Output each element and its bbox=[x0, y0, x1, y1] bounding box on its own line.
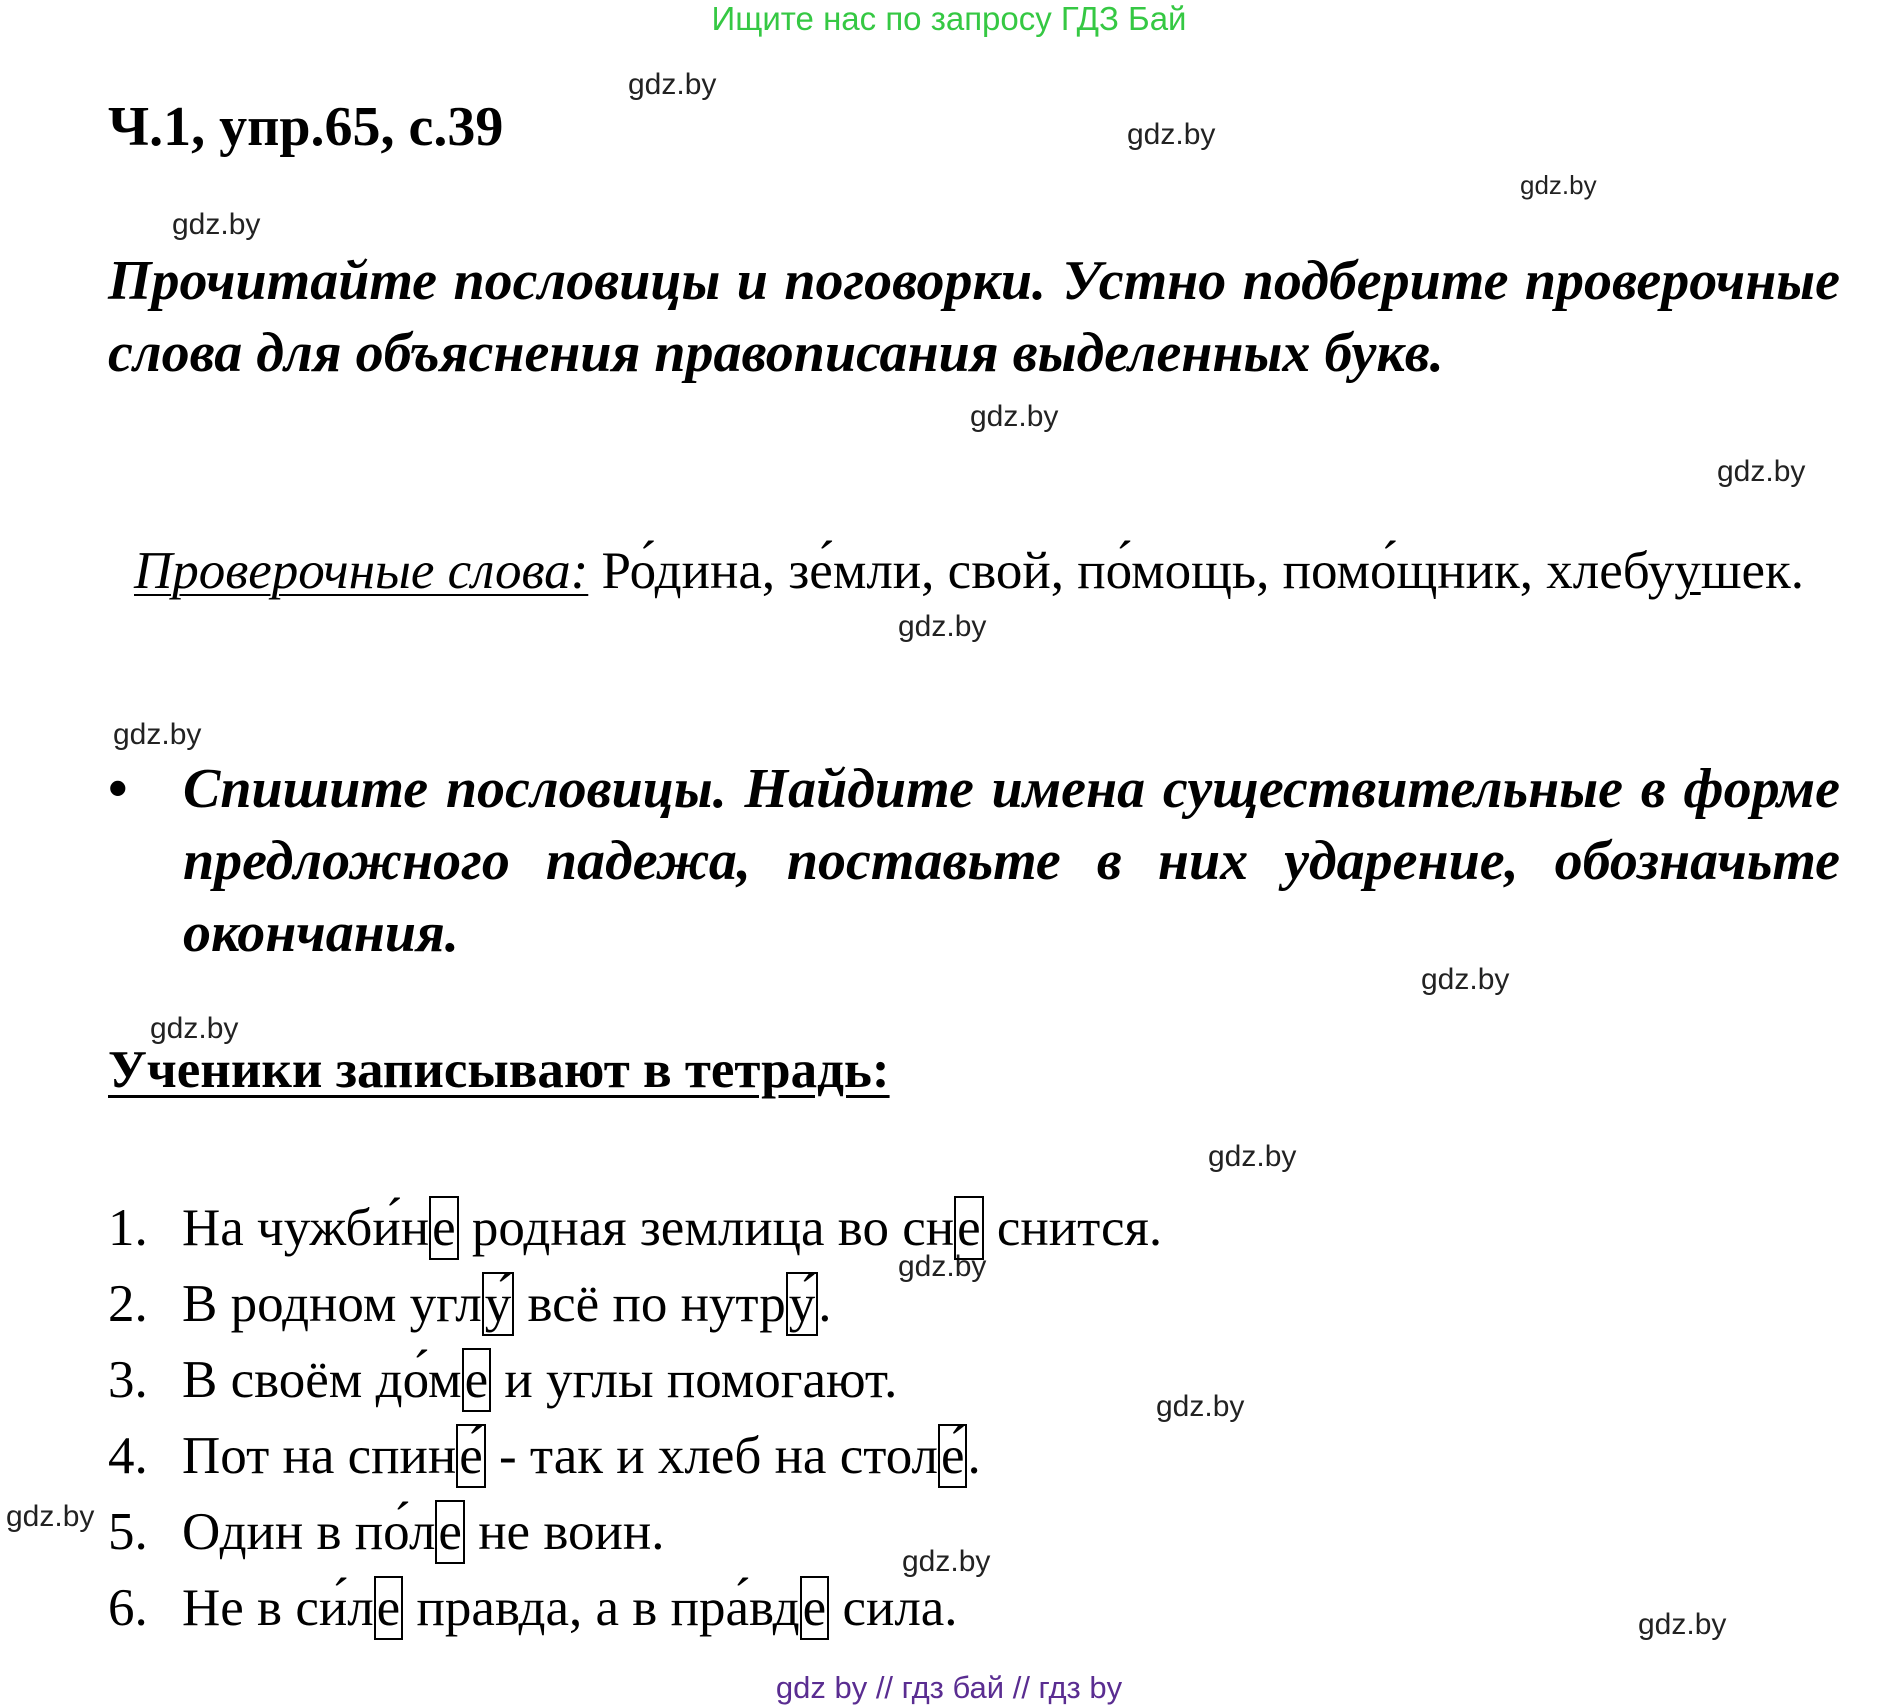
watermark: gdz.by bbox=[902, 1545, 991, 1578]
proverb-item: 1. На чужби́не родная землица во сне снится. bbox=[108, 1190, 1162, 1266]
ending-box: у́ bbox=[482, 1272, 515, 1336]
ending-box: е bbox=[954, 1196, 984, 1260]
footer-links: gdz by // гдз бай // гдз by bbox=[775, 1670, 1123, 1705]
watermark: gdz.by bbox=[1520, 170, 1597, 200]
watermark: gdz.by bbox=[113, 718, 202, 751]
watermark: gdz.by bbox=[1421, 963, 1510, 996]
ending-box: е bbox=[435, 1500, 465, 1564]
check-words-label: Проверочные слова: bbox=[134, 542, 589, 600]
watermark: gdz.by bbox=[628, 68, 717, 101]
ending-box: е́ bbox=[456, 1424, 486, 1488]
ending-box: е bbox=[462, 1348, 492, 1412]
check-words-text: Ро́дина, зе́мли, свой, по́мощь, помо́щник, хлебу bbox=[588, 542, 1675, 600]
watermark: gdz.by bbox=[1208, 1140, 1297, 1173]
ending-box: е́ bbox=[938, 1424, 968, 1488]
proverb-list bbox=[108, 1190, 1162, 1646]
task-bullet bbox=[108, 753, 1840, 969]
watermark: gdz.by bbox=[172, 208, 261, 241]
check-words-underlined: у bbox=[1674, 542, 1701, 600]
ending-box: е bbox=[429, 1196, 459, 1260]
ending-box: у́ bbox=[786, 1272, 819, 1336]
check-words bbox=[108, 535, 1840, 607]
check-words-tail: шек. bbox=[1700, 542, 1805, 600]
proverb-item: 3. В своём до́ме и углы помогают. bbox=[108, 1342, 1162, 1418]
watermark: gdz.by bbox=[898, 1250, 987, 1283]
watermark: gdz.by bbox=[150, 1012, 239, 1045]
section-title: Ученики записывают в тетрадь: bbox=[108, 1041, 890, 1099]
watermark: gdz.by bbox=[6, 1500, 95, 1533]
watermark: gdz.by bbox=[1717, 455, 1806, 488]
task-instruction-2: Спишите пословицы. Найдите имена существительные в форме предложного падежа, поставьте в них ударение, обозначьте окончания. bbox=[183, 758, 1840, 964]
watermark: gdz.by bbox=[1127, 118, 1216, 151]
proverb-item: 5. Один в по́ле не воин. bbox=[108, 1494, 1162, 1570]
watermark: gdz.by bbox=[1156, 1390, 1245, 1423]
task-instruction: Прочитайте пословицы и поговорки. Устно подберите проверочные слова для объяснения правописания выделенных букв. bbox=[108, 250, 1840, 384]
search-banner: Ищите нас по запросу ГДЗ Бай bbox=[711, 0, 1187, 37]
page-title: Ч.1, упр.65, с.39 bbox=[108, 96, 504, 158]
bullet-icon: • bbox=[108, 758, 128, 820]
watermark: gdz.by bbox=[898, 610, 987, 643]
watermark: gdz.by bbox=[970, 400, 1059, 433]
proverb-item: 6. Не в си́ле правда, а в пра́вде сила. bbox=[108, 1570, 1162, 1646]
ending-box: е bbox=[800, 1576, 830, 1640]
ending-box: е bbox=[374, 1576, 404, 1640]
proverb-item: 4. Пот на спине́ - так и хлеб на столе́. bbox=[108, 1418, 1162, 1494]
proverb-item: 2. В родном углу́ всё по нутру́. bbox=[108, 1266, 1162, 1342]
watermark: gdz.by bbox=[1638, 1608, 1727, 1641]
